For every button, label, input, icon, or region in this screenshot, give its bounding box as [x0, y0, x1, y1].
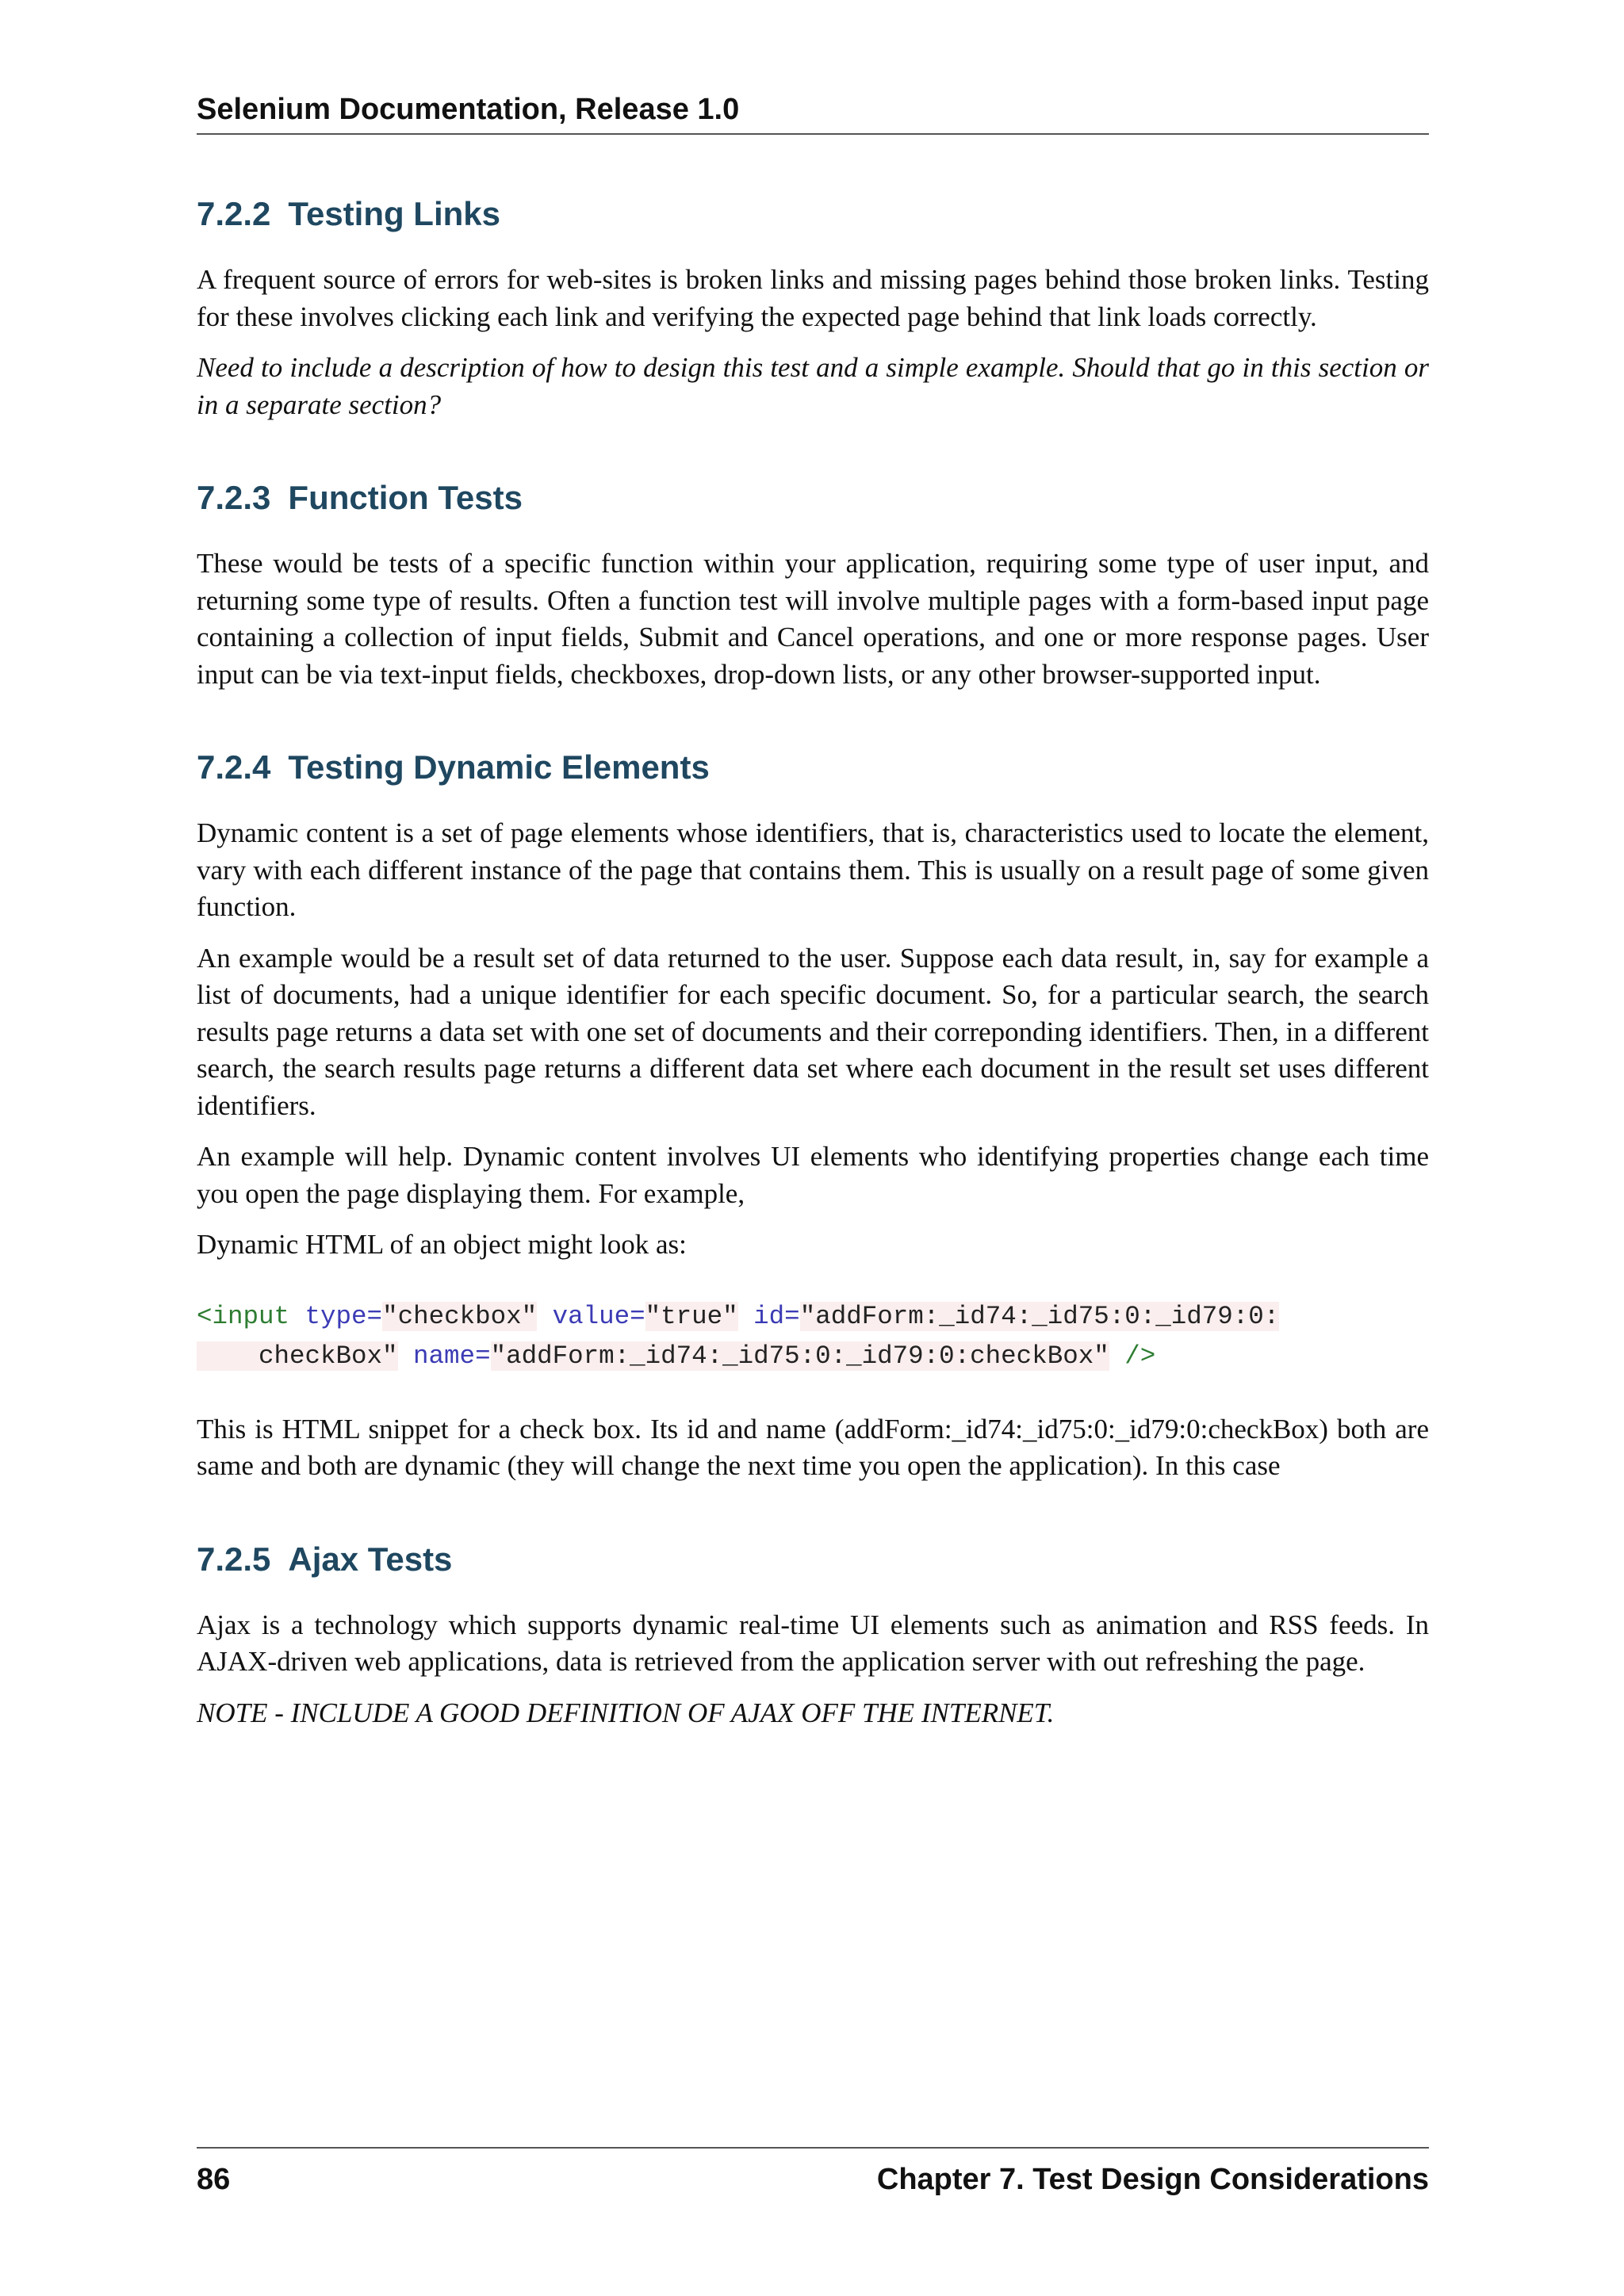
- code-attr-value: value=: [537, 1301, 645, 1331]
- code-line-2: [197, 1337, 1429, 1376]
- running-footer: [197, 2147, 1429, 2199]
- paragraph: These would be tests of a specific function within your application, requiring some type of user input, and returning some type of results. Often a function test will involve multiple pages with a form-based input page containing a collection of input fields, Submit and Cancel operations, and one or more response pages. User input can be via text-input fields, checkboxes, drop-down lists, or any other browser-supported input.: [197, 548, 1429, 690]
- code-attr-name: name=: [397, 1341, 491, 1371]
- section-testing-links: [197, 193, 1429, 423]
- section-heading: [197, 1539, 1429, 1580]
- section-title: Testing Links: [288, 195, 501, 232]
- paragraph: An example would be a result set of data returned to the user. Suppose each data result, in, say for example a list of documents, had a unique identifier for each specific document. So, for a particular search, the search results page returns a data set with one set of documents and their correponding identifiers. Then, in a different search, the search results page returns a different data set where each document in the result set uses different identifiers.: [197, 942, 1429, 1121]
- page-number: 86: [197, 2163, 231, 2196]
- code-line-1: [197, 1297, 1429, 1337]
- section-number: 7.2.3: [197, 479, 271, 516]
- section-title: Function Tests: [288, 479, 523, 516]
- code-value-type: "checkbox": [382, 1301, 538, 1331]
- section-number: 7.2.5: [197, 1540, 271, 1578]
- paragraph: Dynamic HTML of an object might look as:: [197, 1229, 687, 1260]
- section-heading: [197, 747, 1429, 788]
- code-block: [197, 1297, 1429, 1376]
- section-function-tests: [197, 477, 1429, 693]
- chapter-title: Chapter 7. Test Design Considerations: [876, 2163, 1429, 2196]
- paragraph: Dynamic content is a set of page elements whose identifiers, that is, characteristics used to locate the element, vary with each different instance of the page that contains them. This is usually on a result page of some given function.: [197, 817, 1429, 922]
- running-header: [197, 89, 1429, 135]
- section-title: Testing Dynamic Elements: [288, 748, 710, 786]
- code-indent: [197, 1341, 259, 1371]
- code-attr-type: type=: [289, 1301, 383, 1331]
- code-tag-open: <input: [197, 1301, 290, 1331]
- paragraph: This is HTML snippet for a check box. Its id and name (addForm:_id74:_id75:0:_id79:0:checkBox) both are same and both are dynamic (they will change the next time you open the application). In this case: [197, 1413, 1429, 1481]
- section-number: 7.2.4: [197, 748, 271, 786]
- section-number: 7.2.2: [197, 195, 271, 232]
- paragraph: An example will help. Dynamic content involves UI elements who identifying properties change each time you open the page displaying them. For example,: [197, 1141, 1429, 1209]
- code-tag-close: />: [1109, 1341, 1156, 1371]
- code-attr-id: id=: [737, 1301, 800, 1331]
- paragraph: Ajax is a technology which supports dynamic real-time UI elements such as animation and RSS feeds. In AJAX-driven web applications, data is retrieved from the application server with out refreshing the page.: [197, 1609, 1429, 1677]
- header-title: Selenium Documentation, Release 1.0: [197, 93, 740, 126]
- section-heading: [197, 477, 1429, 519]
- code-value-name: "addForm:_id74:_id75:0:_id79:0:checkBox": [490, 1341, 1109, 1371]
- code-value-value: "true": [645, 1301, 738, 1331]
- paragraph: A frequent source of errors for web-sites is broken links and missing pages behind those broken links. Testing for these involves clicking each link and verifying the expected page behind that link loads correctly.: [197, 264, 1429, 332]
- section-testing-dynamic-elements: [197, 747, 1429, 1485]
- code-value-id-part1: "addForm:_id74:_id75:0:_id79:0:: [799, 1301, 1280, 1331]
- section-ajax-tests: [197, 1539, 1429, 1732]
- section-heading: [197, 193, 1429, 235]
- page-content: [197, 193, 1429, 1785]
- section-title: Ajax Tests: [288, 1540, 453, 1578]
- editor-note: Need to include a description of how to design this test and a simple example. Should that go in this section or in a separate section?: [197, 352, 1429, 420]
- editor-note: NOTE - INCLUDE A GOOD DEFINITION OF AJAX OFF THE INTERNET.: [197, 1697, 1055, 1728]
- code-value-id-part2: checkBox": [259, 1341, 398, 1371]
